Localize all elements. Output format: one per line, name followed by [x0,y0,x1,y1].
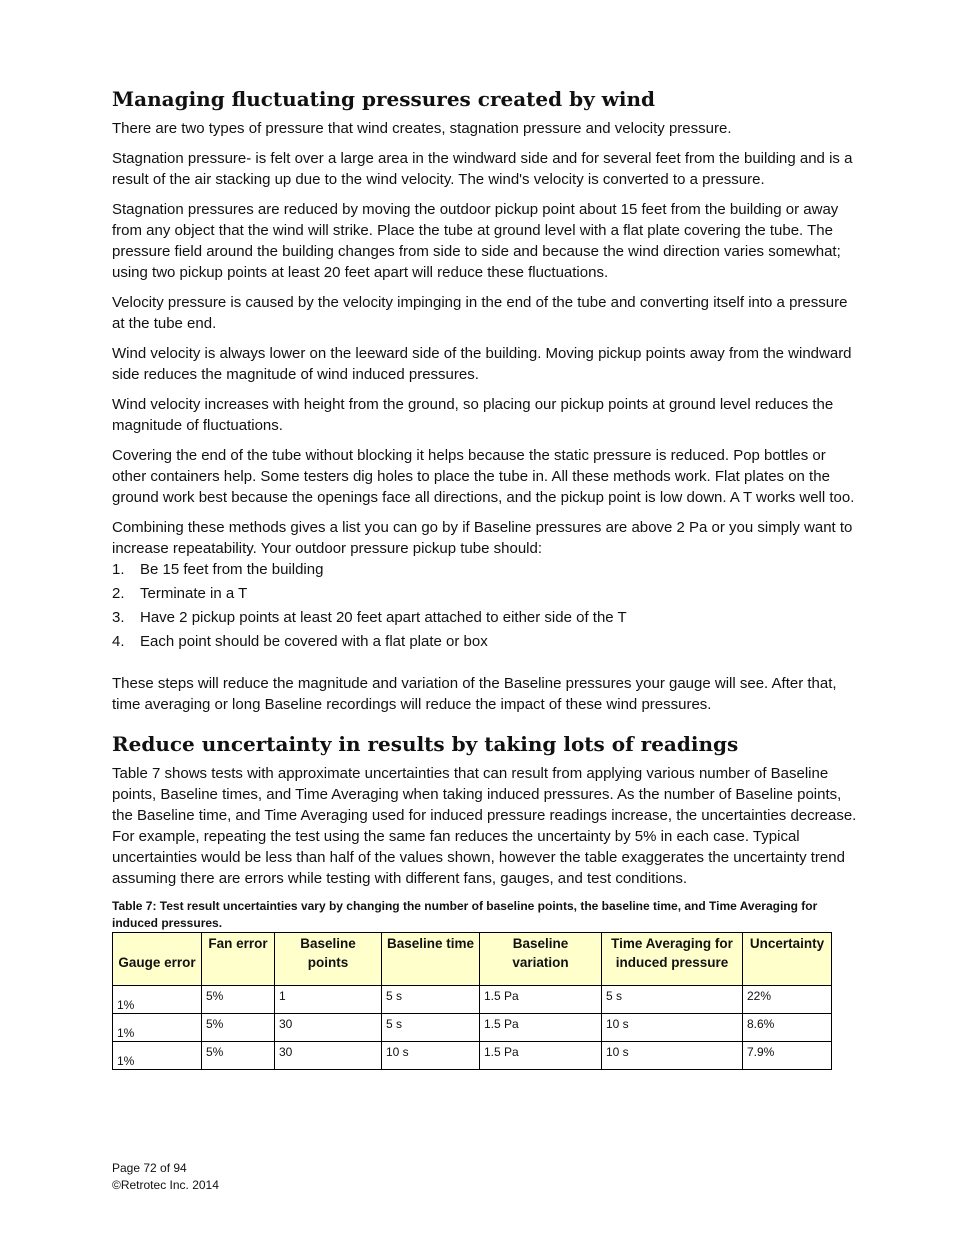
column-header: Baseline time [382,933,480,986]
uncertainty-table [112,932,832,1070]
table-cell: 1% [113,1042,202,1070]
section-heading-wind: Managing fluctuating pressures created by wind [112,87,655,111]
column-header: Gauge error [113,933,202,986]
column-header: Uncertainty [743,933,832,986]
section-heading-uncertainty: Reduce uncertainty in results by taking lots of readings [112,732,739,756]
list-text: Each point should be covered with a flat plate or box [140,633,488,650]
table-cell: 1% [113,1014,202,1042]
column-header: Baseline variation [480,933,602,986]
column-header: Baseline points [275,933,382,986]
table-cell: 30 [275,1042,382,1070]
table-cell: 8.6% [743,1014,832,1042]
table-cell: 1.5 Pa [480,1014,602,1042]
table-cell: 1.5 Pa [480,986,602,1014]
table-row [113,986,832,1014]
paragraph: Wind velocity is always lower on the leeward side of the building. Moving pickup points away from the windward side reduces the magnitude of wind induced pressures. [112,345,852,383]
table-header-row [113,933,832,986]
paragraph: Velocity pressure is caused by the velocity impinging in the end of the tube and converting itself into a pressure at the tube end. [112,294,848,332]
list-number: 2. [112,585,125,602]
table-row [113,1042,832,1070]
paragraph: Stagnation pressure- is felt over a large area in the windward side and for several feet from the building and is a result of the air stacking up due to the wind velocity. The wind's velocity is converted to a pressure. [112,150,853,188]
paragraph: Table 7 shows tests with approximate uncertainties that can result from applying various number of Baseline points, Baseline times, and Time Averaging when taking induced pressures. As the number of Baseline points, the Baseline time, and Time Averaging used for induced pressure readings increase, the uncertainties decrease. For example, repeating the test using the same fan reduces the uncertainty by 5% in each case. Typical uncertainties would be less than half of the values shown, however the table exaggerates the uncertainty trend assuming there are errors while testing with different fans, gauges, and test conditions. [112,765,857,887]
table-cell: 5% [202,1042,275,1070]
list-text: Be 15 feet from the building [140,561,324,578]
table-cell: 1 [275,986,382,1014]
page-footer [112,1160,219,1194]
table-cell: 10 s [602,1042,743,1070]
copyright-notice: ©Retrotec Inc. 2014 [112,1178,219,1192]
table-cell: 7.9% [743,1042,832,1070]
table-cell: 5 s [602,986,743,1014]
column-header: Time Averaging for induced pressure [602,933,743,986]
table-cell: 30 [275,1014,382,1042]
table-cell: 10 s [602,1014,743,1042]
table-row [113,1014,832,1042]
list-item [112,583,862,604]
page-content [112,86,862,1070]
list-text: Have 2 pickup points at least 20 feet apart attached to either side of the T [140,609,627,626]
table-cell: 5% [202,986,275,1014]
list-item [112,607,862,628]
table-cell: 10 s [382,1042,480,1070]
paragraph: There are two types of pressure that wind creates, stagnation pressure and velocity pressure. [112,120,732,137]
paragraph: Wind velocity increases with height from the ground, so placing our pickup points at ground level reduces the magnitude of fluctuations. [112,396,834,434]
paragraph: Stagnation pressures are reduced by moving the outdoor pickup point about 15 feet from the building or away from any object that the wind will strike. Place the tube at ground level with a flat plate covering the tube. The pressure field around the building changes from side to side and because the wind direction varies somewhat; using two pickup points at least 20 feet apart will reduce these fluctuations. [112,201,841,281]
table-cell: 1% [113,986,202,1014]
table-caption: Table 7: Test result uncertainties vary by changing the number of baseline points, the baseline time, and Time Averaging for induced pressures. [112,899,818,930]
column-header: Fan error [202,933,275,986]
list-item [112,559,862,580]
table-cell: 5 s [382,986,480,1014]
paragraph: Covering the end of the tube without blocking it helps because the static pressure is reduced. Pop bottles or other containers help. Some testers dig holes to place the tube in. All these methods work. Flat plates on the ground work best because the openings face all directions, and the pickup point is low down. A T works well too. [112,447,855,506]
list-number: 1. [112,561,125,578]
table-cell: 5% [202,1014,275,1042]
table-cell: 5 s [382,1014,480,1042]
pickup-tube-list [112,559,862,652]
page-number: Page 72 of 94 [112,1161,187,1175]
list-item [112,631,862,652]
list-text: Terminate in a T [140,585,248,602]
table-cell: 22% [743,986,832,1014]
list-number: 3. [112,609,125,626]
table-cell: 1.5 Pa [480,1042,602,1070]
paragraph: Combining these methods gives a list you can go by if Baseline pressures are above 2 Pa or you simply want to increase repeatability. Your outdoor pressure pickup tube should: [112,519,853,557]
paragraph: These steps will reduce the magnitude and variation of the Baseline pressures your gauge will see. After that, time averaging or long Baseline recordings will reduce the impact of these wind pressures. [112,675,837,713]
list-number: 4. [112,633,125,650]
